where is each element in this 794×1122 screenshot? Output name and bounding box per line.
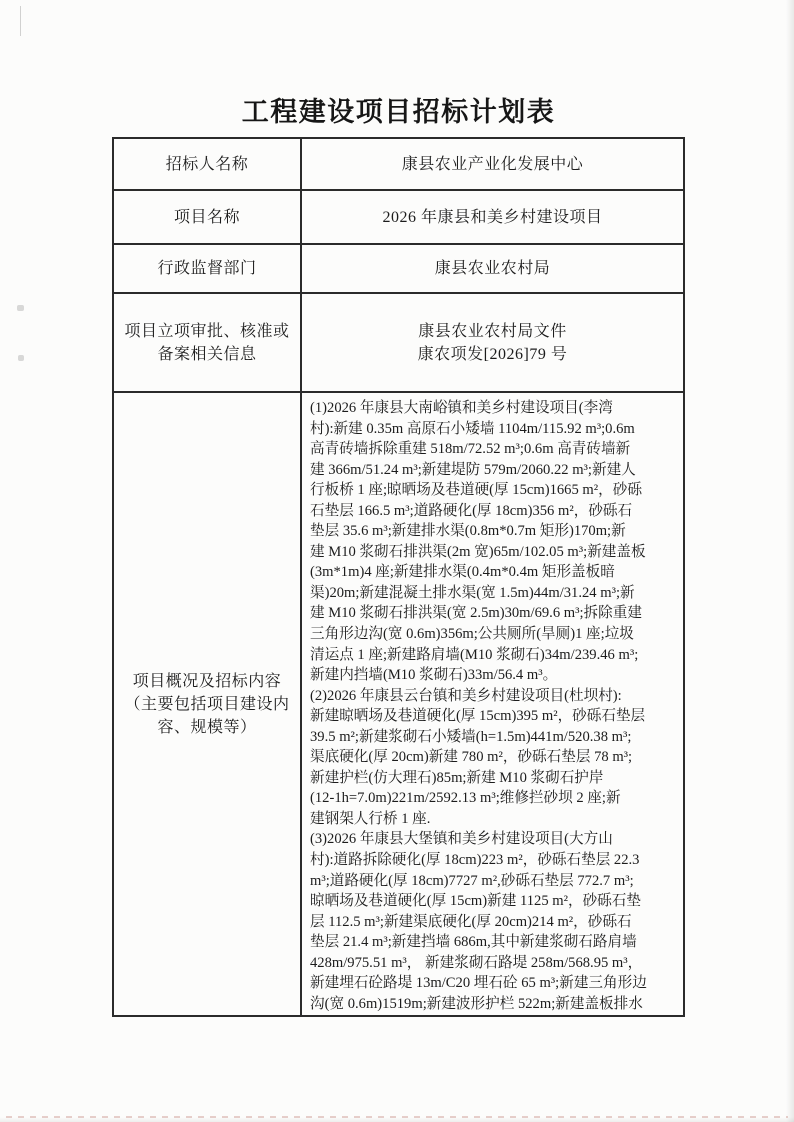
text-line: 康农项发[2026]79 号 (417, 345, 568, 363)
scan-artifact-line (20, 6, 21, 36)
text-line: (3)2026 年康县大堡镇和美乡村建设项目(大方山 (310, 831, 613, 848)
text-line: 建 M10 浆砌石排洪渠(2m 宽)65m/102.05 m³;新建盖板 (310, 543, 646, 560)
text-line: 垫层 35.6 m³;新建排水渠(0.8m*0.7m 矩形)170m;新 (310, 523, 626, 540)
page-edge-shadow-bottom (0, 1117, 794, 1122)
text-line: 新建护栏(仿大理石)85m;新建 M10 浆砌石护岸 (310, 769, 604, 786)
text-line: 行板桥 1 座;晾晒场及巷道硬(厚 15cm)1665 m²，砂砾 (310, 482, 642, 499)
overview-content (302, 393, 683, 1015)
page-title: 工程建设项目招标计划表 (241, 97, 556, 127)
text-line: 康县农业农村局文件 (418, 322, 567, 340)
approval-info-lines (418, 320, 568, 366)
overview-label: 项目概况及招标内容（主要包括项目建设内容、规模等） (114, 393, 302, 1015)
text-line: 39.5 m²;新建浆砌石小矮墙(h=1.5m)441m/520.38 m³; (310, 728, 632, 745)
page-edge-shadow-right (786, 0, 794, 1122)
text-line: 晾晒场及巷道硬化(厚 15cm)新建 1125 m²，砂砾石垫 (310, 893, 641, 910)
text-line: 建 M10 浆砌石排洪渠(宽 2.5m)30m/69.6 m³;拆除重建 (310, 605, 642, 622)
project-name-label: 项目名称 (114, 191, 302, 243)
text-line: 新建晾晒场及巷道硬化(厚 15cm)395 m²，砂砾石垫层 (310, 708, 646, 725)
supervising-dept-value: 康县农业农村局 (434, 260, 551, 277)
text-line: 建钢架人行桥 1 座. (310, 810, 431, 827)
table-row-supervising-dept (114, 243, 683, 292)
bidder-name-value: 康县农业产业化发展中心 (401, 155, 584, 173)
bidder-name-label: 招标人名称 (114, 139, 302, 189)
project-name-value: 2026 年康县和美乡村建设项目 (382, 208, 603, 226)
text-line: 428m/975.51 m³， 新建浆砌石路堤 258m/568.95 m³， (310, 954, 643, 971)
text-line: 建 366m/51.24 m³;新建堤防 579m/2060.22 m³;新建人 (310, 461, 636, 478)
text-line: m³;道路硬化(厚 18cm)7727 m²,砂砾石垫层 772.7 m³; (310, 872, 634, 889)
text-line: 层 112.5 m³;新建渠底硬化(厚 20cm)214 m²，砂砾石 (310, 913, 632, 930)
text-line: (1)2026 年康县大南峪镇和美乡村建设项目(李湾 (310, 400, 613, 416)
table-row-project-name (114, 189, 683, 243)
supervising-dept-label: 行政监督部门 (114, 245, 302, 292)
approval-info-value (302, 294, 683, 391)
text-line: 渠底硬化(厚 20cm)新建 780 m²，砂砾石垫层 78 m³; (310, 749, 633, 766)
table-row-approval-info (114, 292, 683, 391)
text-line: 村):新建 0.35m 高原石小矮墙 1104m/115.92 m³;0.6m (310, 420, 635, 437)
scan-artifact-dot (17, 305, 24, 311)
text-line: 高青砖墙拆除重建 518m/72.52 m³;0.6m 高青砖墙新 (310, 441, 631, 458)
text-line: (12-1h=7.0m)221m/2592.13 m³;维修拦砂坝 2 座;新 (310, 790, 621, 807)
bid-plan-table (112, 137, 685, 1017)
approval-info-label: 项目立项审批、核准或备案相关信息 (114, 294, 302, 391)
text-line: 村):道路拆除硬化(厚 18cm)223 m²，砂砾石垫层 22.3 (310, 852, 640, 869)
text-line: (3m*1m)4 座;新建排水渠(0.4m*0.4m 矩形盖板暗 (310, 564, 615, 581)
text-line: (2)2026 年康县云台镇和美乡村建设项目(杜坝村): (310, 687, 622, 704)
text-line: 沟(宽 0.6m)1519m;新建波形护栏 522m;新建盖板排水 (310, 995, 643, 1012)
table-row-bidder (114, 139, 683, 189)
text-line: 垫层 21.4 m³;新建挡墙 686m,其中新建浆砌石路肩墙 (310, 934, 637, 951)
text-line: 清运点 1 座;新建路肩墙(M10 浆砌石)34m/239.46 m³; (310, 646, 639, 663)
scan-artifact-dot (18, 355, 24, 361)
text-line: 新建内挡墙(M10 浆砌石)33m/56.4 m³。 (310, 667, 558, 684)
text-line: 三角形边沟(宽 0.6m)356m;公共厕所(旱厕)1 座;垃圾 (310, 626, 634, 643)
table-row-overview (114, 391, 683, 1015)
text-line: 渠)20m;新建混凝土排水渠(宽 1.5m)44m/31.24 m³;新 (310, 584, 635, 601)
text-line: 石垫层 166.5 m³;道路硬化(厚 18cm)356 m²，砂砾石 (310, 502, 633, 519)
text-line: 新建埋石砼路堤 13m/C20 埋石砼 65 m³;新建三角形边 (310, 975, 647, 992)
